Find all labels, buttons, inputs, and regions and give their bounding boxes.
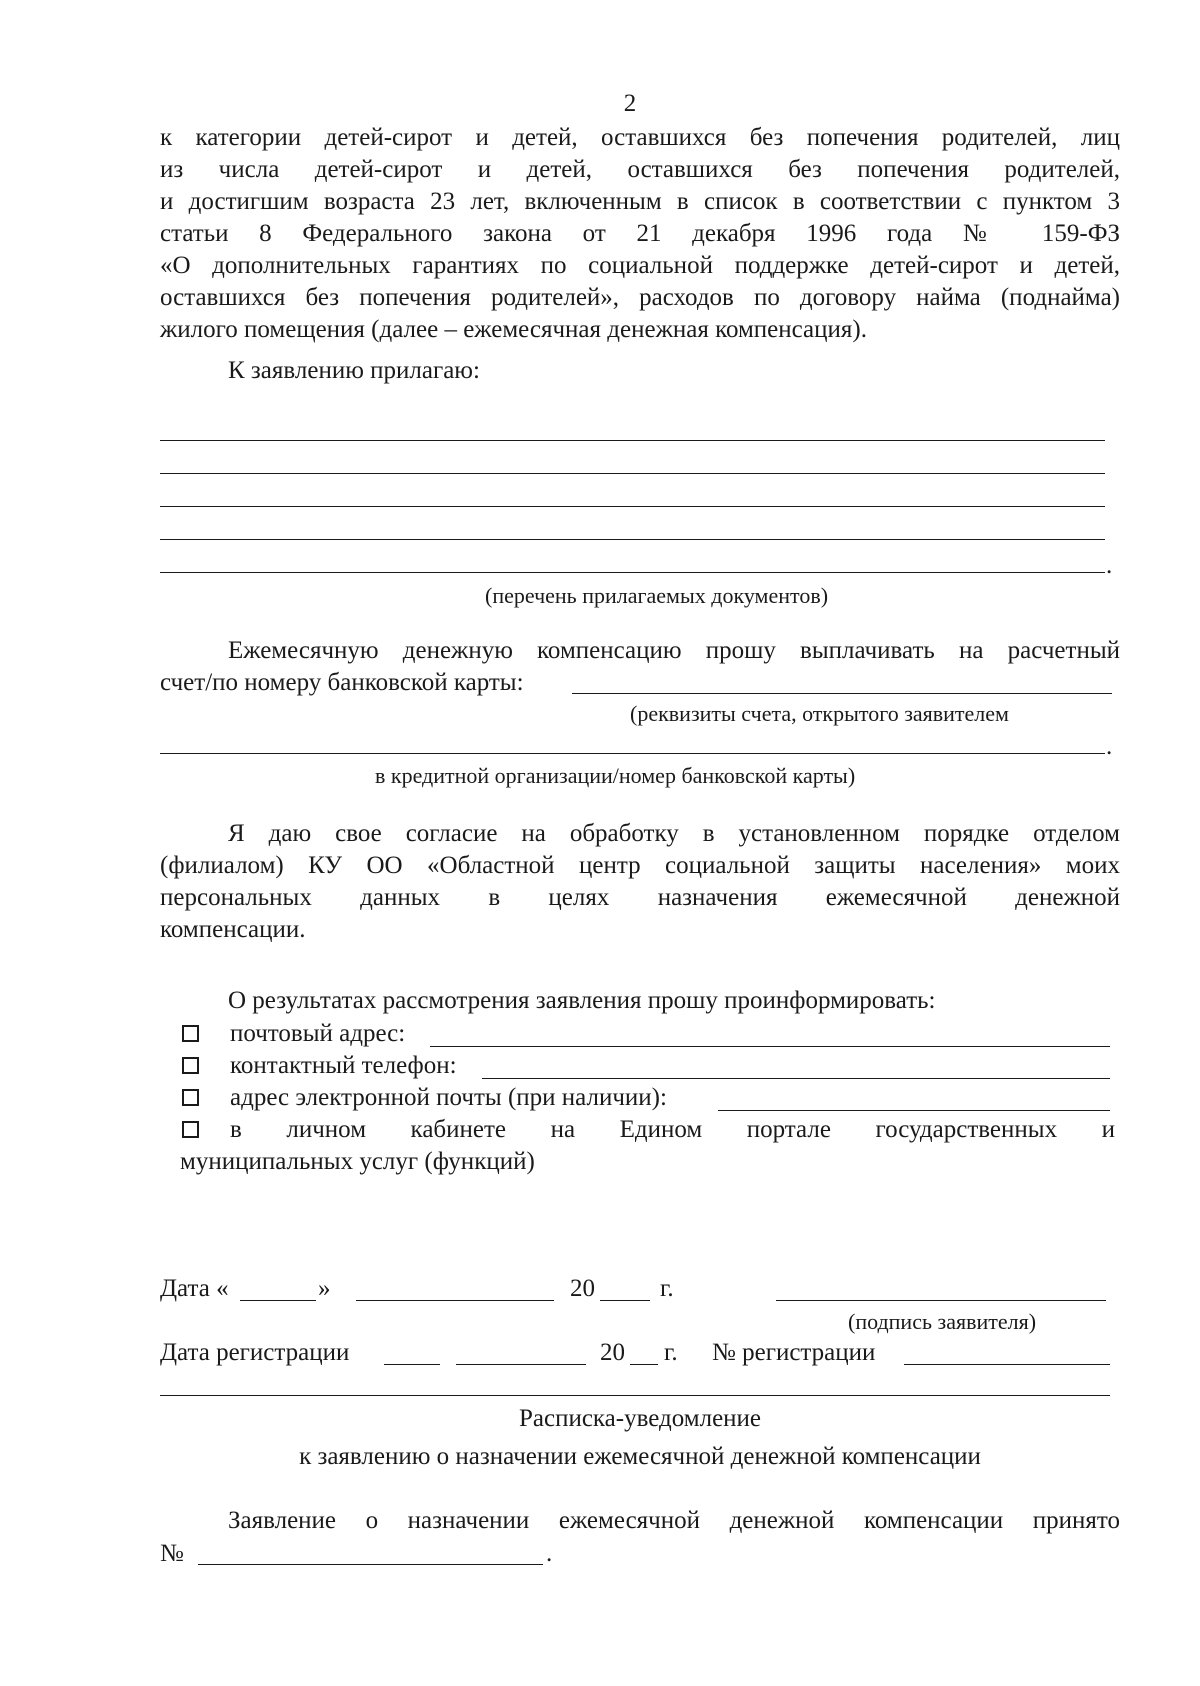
- registration-number-line[interactable]: [904, 1364, 1110, 1365]
- payment-caption-1: (реквизиты счета, открытого заявителем: [630, 701, 1009, 726]
- attachments-caption: (перечень прилагаемых документов): [485, 583, 829, 608]
- receipt-text-line: Заявление о назначении ежемесячной денежной компенсации принято: [228, 1507, 1120, 1534]
- option-postal-address-label: почтовый адрес:: [230, 1020, 406, 1047]
- payment-caption-2: в кредитной организации/номер банковской карты): [375, 763, 856, 788]
- registration-year-prefix: 20: [600, 1339, 625, 1366]
- consent-line: (филиалом) КУ ОО «Областной центр социальной защиты населения» моих: [160, 852, 1120, 879]
- payment-account-line-1[interactable]: [572, 693, 1112, 694]
- checkbox-postal-address[interactable]: [182, 1025, 199, 1042]
- intro-paragraph: [160, 122, 1120, 346]
- option-email-label: адрес электронной почты (при наличии):: [230, 1084, 667, 1111]
- email-line[interactable]: [718, 1110, 1110, 1111]
- date-year-suffix: г.: [660, 1275, 674, 1302]
- consent-line: компенсации.: [160, 916, 306, 943]
- separator-line: [160, 1395, 1110, 1396]
- date-month-line[interactable]: [356, 1300, 554, 1301]
- option-gosuslugi-label-cont: муниципальных услуг (функций): [180, 1148, 535, 1175]
- intro-line: «О дополнительных гарантиях по социальной поддержке детей-сирот и детей,: [160, 252, 1120, 279]
- option-contact-phone-label: контактный телефон:: [230, 1052, 457, 1079]
- payment-line-1: Ежемесячную денежную компенсацию прошу выплачивать на расчетный: [228, 637, 1120, 664]
- payment-account-line-2[interactable]: [160, 753, 1105, 754]
- attachment-line-2[interactable]: [160, 473, 1105, 474]
- receipt-paragraph: [160, 1505, 1120, 1537]
- registration-number-label: № регистрации: [712, 1339, 876, 1366]
- checkbox-email[interactable]: [182, 1089, 199, 1106]
- attachment-line-1[interactable]: [160, 440, 1105, 441]
- page-number: 2: [623, 90, 637, 117]
- date-close-quote: »: [318, 1275, 331, 1302]
- registration-month-line[interactable]: [456, 1364, 586, 1365]
- contact-phone-line[interactable]: [482, 1078, 1110, 1079]
- registration-date-label: Дата регистрации: [160, 1339, 350, 1366]
- intro-line: к категории детей-сирот и детей, оставшихся без попечения родителей, лиц: [160, 124, 1120, 151]
- registration-year-suffix: г.: [664, 1339, 678, 1366]
- option-gosuslugi-label: в личном кабинете на Едином портале государственных и: [230, 1116, 1115, 1143]
- consent-paragraph: [160, 818, 1120, 946]
- date-label: Дата «: [160, 1275, 229, 1302]
- receipt-number-line[interactable]: [198, 1564, 543, 1565]
- notify-heading: О результатах рассмотрения заявления прошу проинформировать:: [228, 987, 936, 1014]
- intro-line: статьи 8 Федерального закона от 21 декабря 1996 года № 159-ФЗ: [160, 220, 1120, 247]
- intro-line: оставшихся без попечения родителей», расходов по договору найма (поднайма): [160, 284, 1120, 311]
- receipt-subtitle: к заявлению о назначении ежемесячной денежной компенсации: [299, 1443, 981, 1470]
- intro-line: из числа детей-сирот и детей, оставшихся без попечения родителей,: [160, 156, 1120, 183]
- attachments-label: К заявлению прилагаю:: [228, 357, 480, 384]
- attachment-line-end-mark: .: [1106, 552, 1113, 579]
- date-year-line[interactable]: [600, 1300, 650, 1301]
- consent-line: персональных данных в целях назначения ежемесячной денежной: [160, 884, 1120, 911]
- checkbox-contact-phone[interactable]: [182, 1057, 199, 1074]
- payment-account-label: счет/по номеру банковской карты:: [160, 669, 524, 696]
- receipt-end-mark: .: [546, 1540, 553, 1567]
- attachment-line-5[interactable]: [160, 572, 1105, 573]
- registration-year-line[interactable]: [630, 1364, 658, 1365]
- signature-caption: (подпись заявителя): [848, 1309, 1037, 1334]
- checkbox-gosuslugi[interactable]: [182, 1121, 199, 1138]
- payment-line-end-mark: .: [1106, 733, 1113, 760]
- date-day-line[interactable]: [240, 1300, 316, 1301]
- intro-line: жилого помещения (далее – ежемесячная денежная компенсация).: [160, 316, 867, 343]
- date-year-prefix: 20: [570, 1275, 595, 1302]
- attachment-line-3[interactable]: [160, 506, 1105, 507]
- signature-line[interactable]: [776, 1300, 1106, 1301]
- intro-line: и достигшим возраста 23 лет, включенным в список в соответствии с пунктом 3: [160, 188, 1120, 215]
- payment-paragraph: [160, 635, 1120, 667]
- receipt-number-sign: №: [160, 1540, 184, 1567]
- attachment-line-4[interactable]: [160, 539, 1105, 540]
- postal-address-line[interactable]: [430, 1046, 1110, 1047]
- receipt-title: Расписка-уведомление: [518, 1405, 762, 1432]
- registration-day-line[interactable]: [384, 1364, 440, 1365]
- consent-line: Я даю свое согласие на обработку в установленном порядке отделом: [228, 820, 1120, 847]
